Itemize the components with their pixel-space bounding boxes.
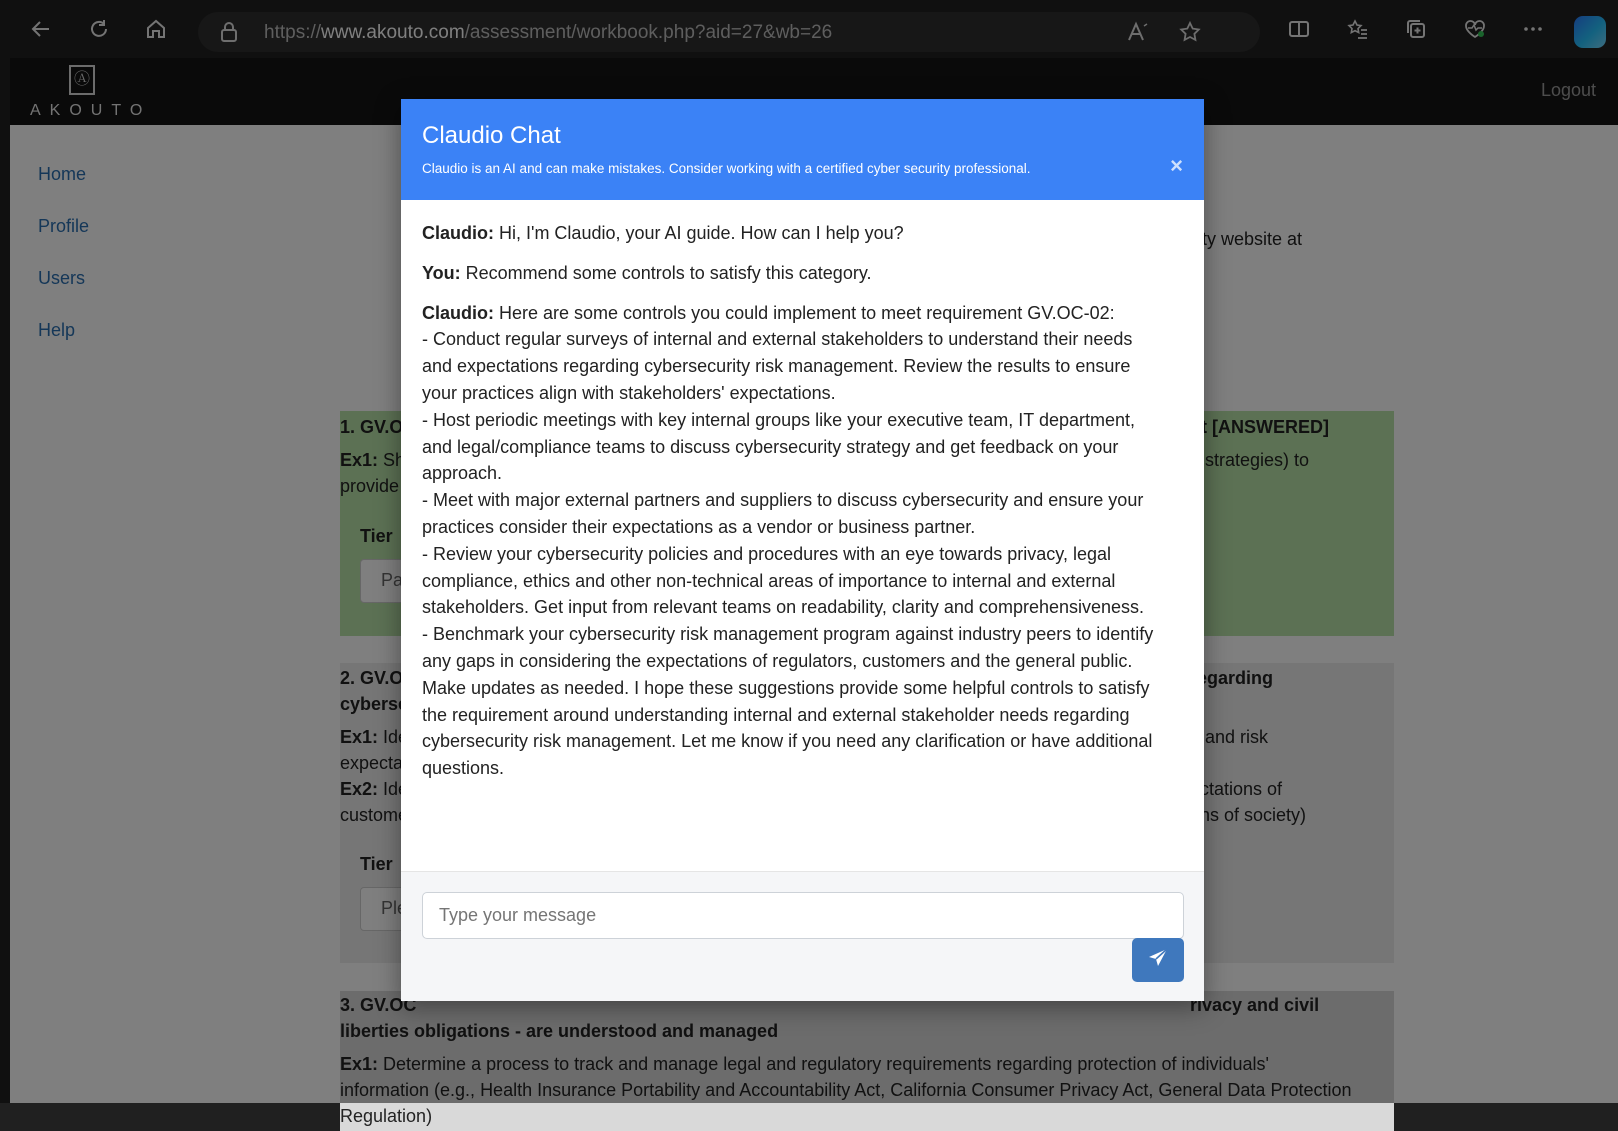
chat-modal-header — [401, 99, 1204, 200]
message-text: Hi, I'm Claudio, your AI guide. How can I help you? — [494, 223, 904, 243]
message-sender: Claudio: — [422, 223, 494, 243]
message-line: stakeholders. Get input from relevant teams on readability, clarity and comprehensiveness. — [422, 597, 1145, 618]
message-sender: Claudio: — [422, 302, 494, 323]
message-line: - Conduct regular surveys of internal and external stakeholders to understand their needs — [422, 329, 1133, 350]
message-text: Recommend some controls to satisfy this category. — [460, 262, 872, 283]
chat-message-input[interactable] — [422, 892, 1184, 939]
message-line: - Review your cybersecurity policies and procedures with an eye towards privacy, legal — [422, 543, 1111, 564]
message-line: practices consider their expectations as a vendor or business partner. — [422, 516, 976, 537]
message-line: questions. — [422, 758, 505, 779]
message-text: Here are some controls you could implement to meet requirement GV.OC-02: — [494, 302, 1115, 323]
chat-modal-title: Claudio Chat — [422, 122, 561, 149]
q3-ex1-line3: Regulation) — [340, 1106, 433, 1126]
message-line: compliance, ethics and other non-technical areas of importance to internal and external — [422, 570, 1116, 591]
message-line: and legal/compliance teams to discuss cybersecurity strategy and get feedback on your — [422, 436, 1119, 457]
message-line: - Meet with major external partners and suppliers to discuss cybersecurity and ensure your — [422, 490, 1144, 511]
message-line: Make updates as needed. I hope these suggestions provide some helpful controls to satisfy — [422, 677, 1150, 698]
message-line: the requirement around understanding internal and external stakeholder needs regarding — [422, 704, 1130, 725]
message-line: - Benchmark your cybersecurity risk management program against industry peers to identify — [422, 624, 1154, 645]
message-line: any gaps in considering the expectations of regulators, customers and the general public. — [422, 650, 1133, 671]
chat-modal-footer — [401, 871, 1204, 1001]
message-line: - Host periodic meetings with key internal groups like your executive team, IT department, — [422, 409, 1135, 430]
ai-disclaimer: Claudio is an AI and can make mistakes. Consider working with a certified cyber security professional. — [422, 161, 1031, 176]
chat-message — [422, 300, 1186, 782]
chat-message — [422, 220, 1186, 247]
message-sender: You: — [422, 262, 461, 283]
close-icon[interactable]: × — [1170, 153, 1183, 178]
chat-modal — [401, 99, 1204, 1001]
send-button[interactable] — [1132, 938, 1184, 982]
message-line — [422, 300, 1186, 327]
message-line: approach. — [422, 463, 503, 484]
message-line: cybersecurity risk management. Let me know if you need any clarification or have additional — [422, 731, 1153, 752]
message-line: and expectations regarding cybersecurity risk management. Review the results to ensure — [422, 356, 1131, 377]
chat-message — [422, 260, 1186, 287]
send-paper-plane-icon — [1147, 947, 1169, 974]
chat-log — [422, 220, 1186, 795]
message-line: your practices align with stakeholders' expectations. — [422, 382, 836, 403]
